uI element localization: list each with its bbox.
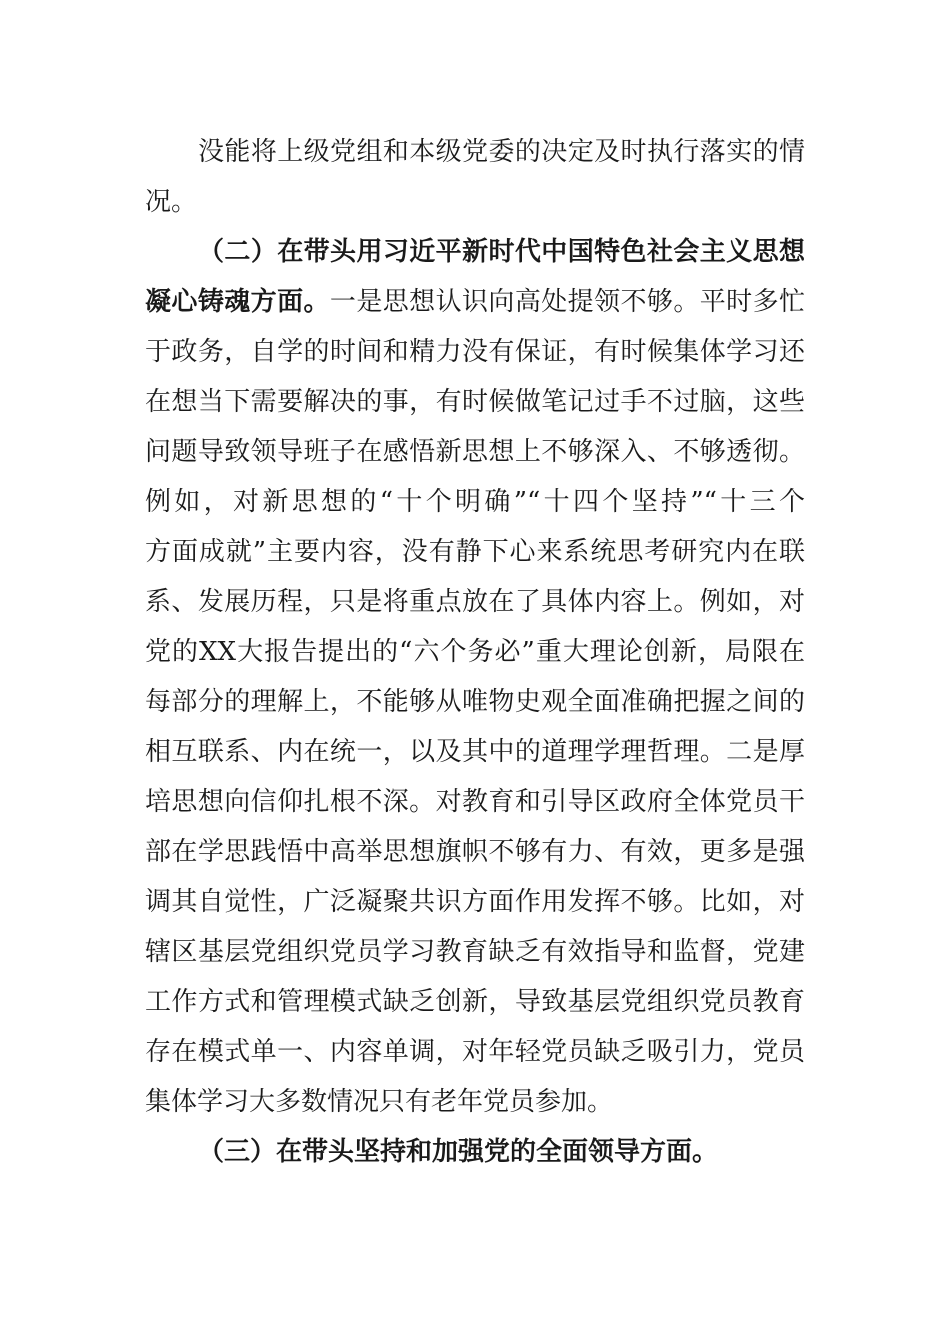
paragraph-line: 例如，对新思想的“十个明确”“十四个坚持”“十三个: [145, 487, 805, 517]
paragraph-line: 每部分的理解上，不能够从唯物史观全面准确把握之间的: [145, 687, 805, 717]
paragraph-line: 辖区基层党组织党员学习教育缺乏有效指导和监督，党建: [145, 937, 805, 967]
paragraph-line: 问题导致领导班子在感悟新思想上不够深入、不够透彻。: [145, 437, 805, 467]
paragraph-line: 没能将上级党组和本级党委的决定及时执行落实的情: [198, 137, 805, 167]
section-heading-tail: 凝心铸魂方面。: [145, 287, 330, 317]
paragraph-line: 部在学思践悟中高举思想旗帜不够有力、有效，更多是强: [145, 837, 805, 867]
paragraph-line: 存在模式单一、内容单调，对年轻党员缺乏吸引力，党员: [145, 1037, 805, 1067]
paragraph-line: 况。: [145, 187, 198, 217]
paragraph-line: 方面成就”主要内容，没有静下心来系统思考研究内在联: [145, 537, 805, 567]
paragraph-line: 工作方式和管理模式缺乏创新，导致基层党组织党员教育: [145, 987, 805, 1017]
paragraph-line: 集体学习大多数情况只有老年党员参加。: [145, 1087, 614, 1117]
paragraph-line: 党的XX大报告提出的“六个务必”重大理论创新，局限在: [145, 637, 805, 667]
paragraph-line: 相互联系、内在统一，以及其中的道理学理哲理。二是厚: [145, 737, 805, 767]
paragraph-line: 系、发展历程，只是将重点放在了具体内容上。例如，对: [145, 587, 805, 617]
paragraph-line: 在想当下需要解决的事，有时候做笔记过手不过脑，这些: [145, 387, 805, 417]
paragraph-line: 调其自觉性，广泛凝聚共识方面作用发挥不够。比如，对: [145, 887, 805, 917]
section-heading-line: （三）在带头坚持和加强党的全面领导方面。: [198, 1137, 719, 1167]
section-heading-line: （二）在带头用习近平新时代中国特色社会主义思想: [198, 237, 805, 267]
paragraph-line: 培思想向信仰扎根不深。对教育和引导区政府全体党员干: [145, 787, 805, 817]
paragraph-line: 于政务，自学的时间和精力没有保证，有时候集体学习还: [145, 337, 805, 367]
section-heading-line-mixed: [145, 287, 805, 317]
paragraph-text: 一是思想认识向高处提领不够。平时多忙: [329, 287, 805, 317]
